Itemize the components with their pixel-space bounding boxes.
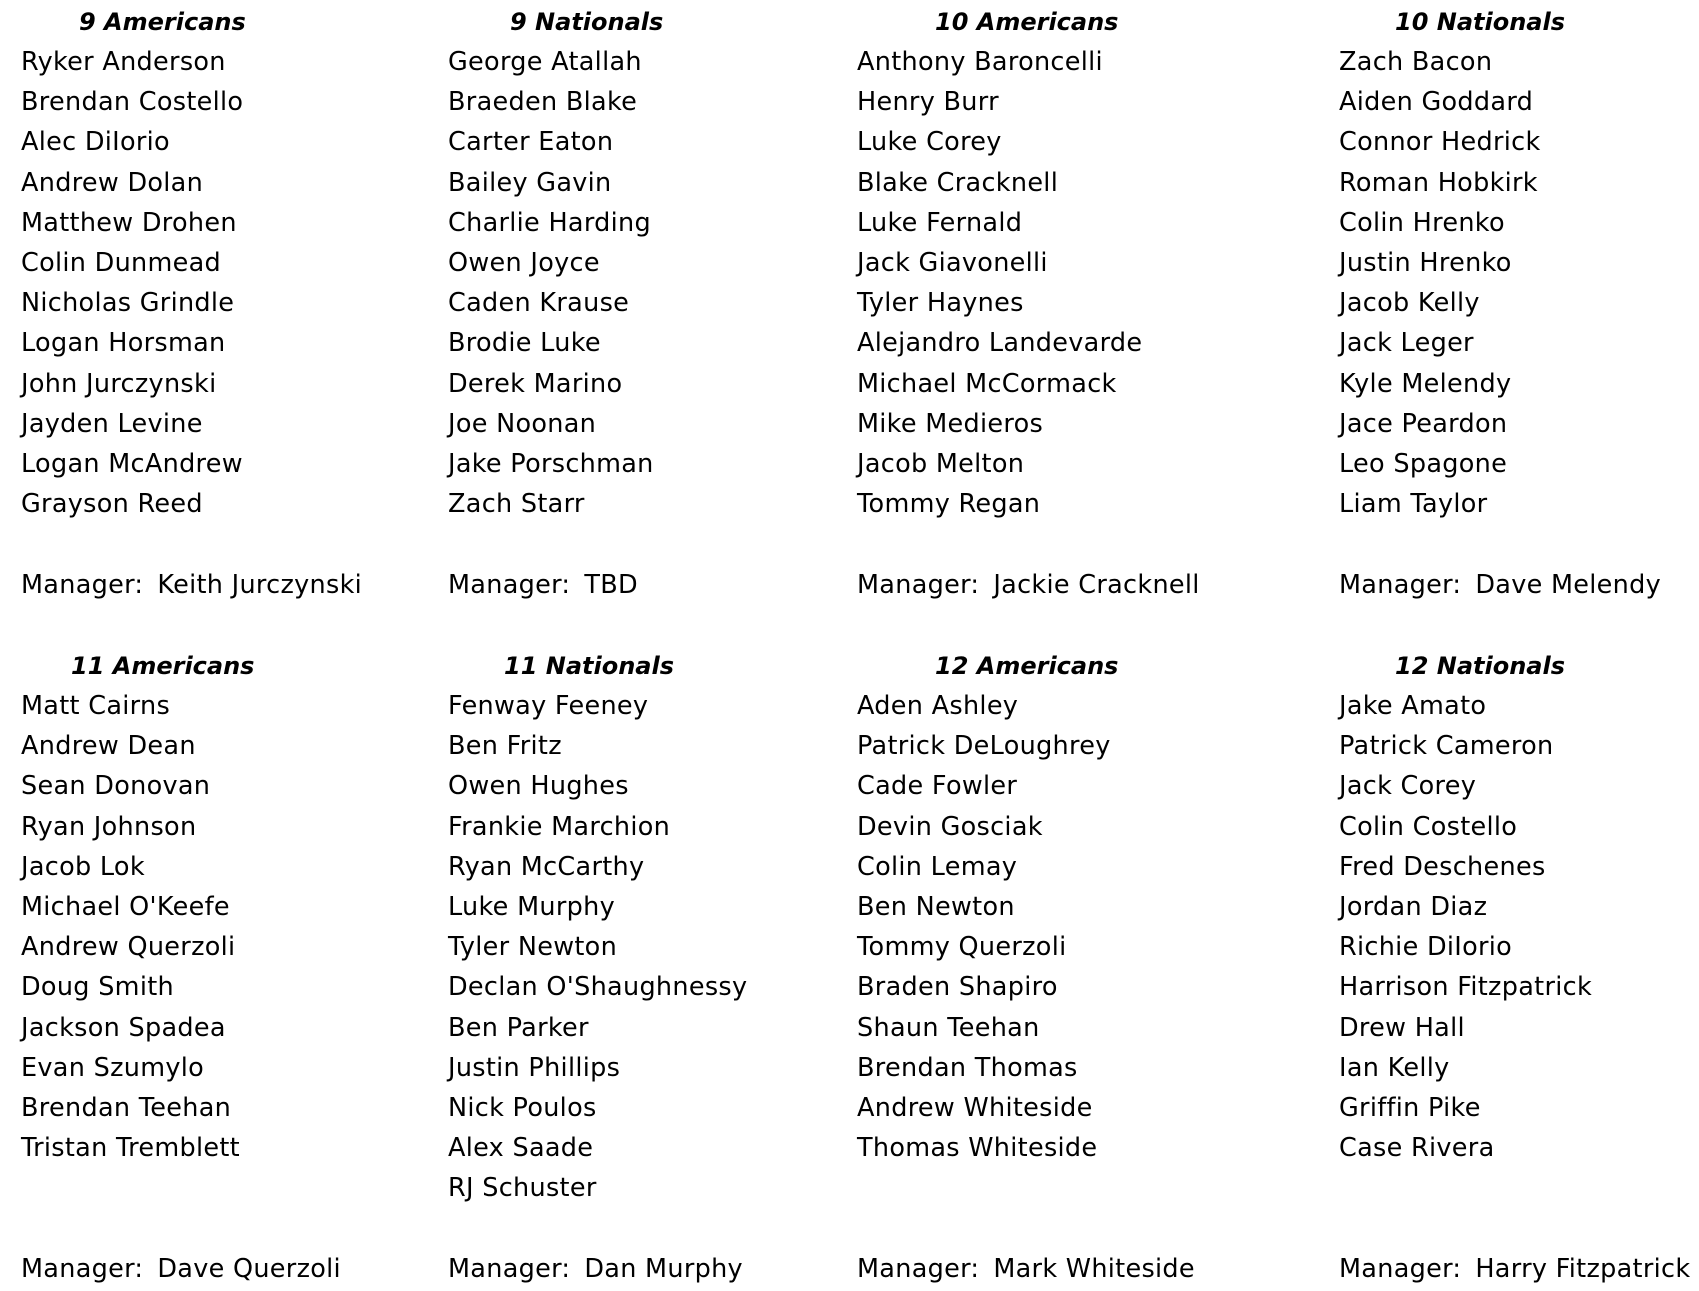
manager-name: Harry Fitzpatrick xyxy=(1475,1254,1691,1284)
team-title: 11 Americans xyxy=(71,652,255,680)
player-name: Anthony Baroncelli xyxy=(857,47,1103,77)
player-name: Andrew Whiteside xyxy=(857,1092,1093,1123)
manager-name: Keith Jurczynski xyxy=(157,570,363,600)
player-name: Patrick Cameron xyxy=(1339,731,1554,762)
manager-label: Manager: xyxy=(21,570,144,600)
player-name: Logan Horsman xyxy=(21,328,226,359)
team-title: 9 Nationals xyxy=(510,8,664,36)
player-name: Ryan McCarthy xyxy=(448,851,645,882)
player-name: Doug Smith xyxy=(21,972,174,1003)
player-name: Shaun Teehan xyxy=(857,1012,1040,1043)
player-name: Richie DiIorio xyxy=(1339,932,1513,963)
player-name: Derek Marino xyxy=(448,368,623,399)
team-title: 10 Nationals xyxy=(1395,8,1566,36)
player-name: Matt Cairns xyxy=(21,691,171,721)
player-name: Jack Giavonelli xyxy=(857,247,1048,278)
player-name: Ben Parker xyxy=(448,1012,589,1043)
player-name: Nicholas Grindle xyxy=(21,288,235,319)
player-name: Jack Leger xyxy=(1339,328,1474,359)
manager-label: Manager: xyxy=(1339,1254,1462,1284)
player-name: Colin Costello xyxy=(1339,811,1518,842)
roster-list xyxy=(857,42,1142,524)
player-name: Brendan Costello xyxy=(21,87,244,118)
player-name: Jace Peardon xyxy=(1339,408,1508,439)
player-name: Luke Murphy xyxy=(448,891,615,922)
team-title: 12 Nationals xyxy=(1395,652,1566,680)
manager-name: TBD xyxy=(584,570,638,600)
player-name: Carter Eaton xyxy=(448,127,614,158)
manager-line xyxy=(857,1249,1195,1289)
player-name: Zach Bacon xyxy=(1339,47,1493,77)
player-name: Aden Ashley xyxy=(857,691,1019,721)
player-name: Henry Burr xyxy=(857,87,999,118)
manager-line xyxy=(1339,565,1661,605)
manager-label: Manager: xyxy=(448,1254,571,1284)
player-name: Ryan Johnson xyxy=(21,811,197,842)
player-name: Nick Poulos xyxy=(448,1092,597,1123)
player-name: Declan O'Shaughnessy xyxy=(448,972,748,1003)
player-name: Aiden Goddard xyxy=(1339,87,1534,118)
player-name: Logan McAndrew xyxy=(21,448,243,479)
player-name: Alex Saade xyxy=(448,1133,594,1164)
manager-label: Manager: xyxy=(448,570,571,600)
player-name: Tyler Haynes xyxy=(857,288,1024,319)
manager-line xyxy=(21,1249,341,1289)
player-name: Owen Hughes xyxy=(448,771,629,802)
player-name: Roman Hobkirk xyxy=(1339,167,1538,198)
player-name: Tommy Querzoli xyxy=(857,932,1067,963)
player-name: Jacob Melton xyxy=(857,448,1025,479)
team-title: 12 Americans xyxy=(935,652,1119,680)
manager-line xyxy=(857,565,1200,605)
manager-name: Dan Murphy xyxy=(584,1254,743,1284)
player-name: Andrew Querzoli xyxy=(21,932,236,963)
player-name: Cade Fowler xyxy=(857,771,1018,802)
player-name: Justin Phillips xyxy=(448,1052,621,1083)
player-name: Drew Hall xyxy=(1339,1012,1465,1043)
player-name: Liam Taylor xyxy=(1339,489,1488,520)
player-name: Caden Krause xyxy=(448,288,630,319)
player-name: Jordan Diaz xyxy=(1339,891,1488,922)
player-name: Connor Hedrick xyxy=(1339,127,1541,158)
player-name: Zach Starr xyxy=(448,489,585,520)
player-name: John Jurczynski xyxy=(21,368,217,399)
player-name: Matthew Drohen xyxy=(21,207,237,238)
player-name: Charlie Harding xyxy=(448,207,651,238)
player-name: Jackson Spadea xyxy=(21,1012,226,1043)
player-name: Ben Fritz xyxy=(448,731,562,762)
player-name: Mike Medieros xyxy=(857,408,1044,439)
player-name: Sean Donovan xyxy=(21,771,211,802)
player-name: Grayson Reed xyxy=(21,489,203,520)
player-name: Ryker Anderson xyxy=(21,47,226,77)
player-name: Jake Porschman xyxy=(448,448,654,479)
player-name: Colin Lemay xyxy=(857,851,1018,882)
manager-name: Mark Whiteside xyxy=(993,1254,1195,1284)
roster-list xyxy=(448,42,654,524)
team-title: 9 Americans xyxy=(79,8,246,36)
player-name: Colin Dunmead xyxy=(21,247,222,278)
player-name: Luke Corey xyxy=(857,127,1002,158)
manager-label: Manager: xyxy=(857,570,980,600)
player-name: Jake Amato xyxy=(1339,691,1487,721)
player-name: Leo Spagone xyxy=(1339,448,1508,479)
player-name: Blake Cracknell xyxy=(857,167,1059,198)
manager-name: Jackie Cracknell xyxy=(993,570,1200,600)
player-name: Brendan Thomas xyxy=(857,1052,1078,1083)
player-name: Fred Deschenes xyxy=(1339,851,1546,882)
player-name: Devin Gosciak xyxy=(857,811,1043,842)
player-name: Bailey Gavin xyxy=(448,167,612,198)
roster-list xyxy=(448,686,747,1208)
manager-line xyxy=(21,565,362,605)
player-name: Patrick DeLoughrey xyxy=(857,731,1111,762)
player-name: RJ Schuster xyxy=(448,1173,597,1204)
player-name: Jacob Kelly xyxy=(1339,288,1480,319)
team-title: 10 Americans xyxy=(935,8,1119,36)
player-name: Harrison Fitzpatrick xyxy=(1339,972,1593,1003)
manager-line xyxy=(448,1249,743,1289)
player-name: Ian Kelly xyxy=(1339,1052,1450,1083)
player-name: Jacob Lok xyxy=(21,851,145,882)
roster-list xyxy=(857,686,1111,1168)
player-name: Luke Fernald xyxy=(857,207,1023,238)
manager-line xyxy=(1339,1249,1690,1289)
manager-label: Manager: xyxy=(857,1254,980,1284)
player-name: Ben Newton xyxy=(857,891,1015,922)
player-name: Griffin Pike xyxy=(1339,1092,1481,1123)
player-name: Brodie Luke xyxy=(448,328,601,359)
player-name: Thomas Whiteside xyxy=(857,1133,1098,1164)
manager-label: Manager: xyxy=(21,1254,144,1284)
roster-list xyxy=(21,686,240,1168)
player-name: Jayden Levine xyxy=(21,408,203,439)
player-name: Fenway Feeney xyxy=(448,691,649,721)
player-name: Andrew Dean xyxy=(21,731,196,762)
player-name: Michael McCormack xyxy=(857,368,1117,399)
player-name: Michael O'Keefe xyxy=(21,891,230,922)
player-name: Joe Noonan xyxy=(448,408,597,439)
player-name: Evan Szumylo xyxy=(21,1052,205,1083)
roster-list xyxy=(1339,686,1592,1168)
player-name: Alejandro Landevarde xyxy=(857,328,1143,359)
player-name: Frankie Marchion xyxy=(448,811,671,842)
player-name: George Atallah xyxy=(448,47,642,77)
player-name: Brendan Teehan xyxy=(21,1092,232,1123)
player-name: Braden Shapiro xyxy=(857,972,1058,1003)
manager-label: Manager: xyxy=(1339,570,1462,600)
manager-line xyxy=(448,565,638,605)
team-title: 11 Nationals xyxy=(504,652,675,680)
player-name: Colin Hrenko xyxy=(1339,207,1505,238)
manager-name: Dave Melendy xyxy=(1475,570,1661,600)
player-name: Tyler Newton xyxy=(448,932,618,963)
player-name: Braeden Blake xyxy=(448,87,638,118)
player-name: Kyle Melendy xyxy=(1339,368,1512,399)
player-name: Alec DiIorio xyxy=(21,127,170,158)
player-name: Tristan Tremblett xyxy=(21,1133,240,1164)
manager-name: Dave Querzoli xyxy=(157,1254,341,1284)
player-name: Andrew Dolan xyxy=(21,167,204,198)
roster-list xyxy=(1339,42,1541,524)
roster-list xyxy=(21,42,243,524)
player-name: Jack Corey xyxy=(1339,771,1477,802)
player-name: Owen Joyce xyxy=(448,247,600,278)
player-name: Justin Hrenko xyxy=(1339,247,1512,278)
player-name: Case Rivera xyxy=(1339,1133,1495,1164)
player-name: Tommy Regan xyxy=(857,489,1041,520)
